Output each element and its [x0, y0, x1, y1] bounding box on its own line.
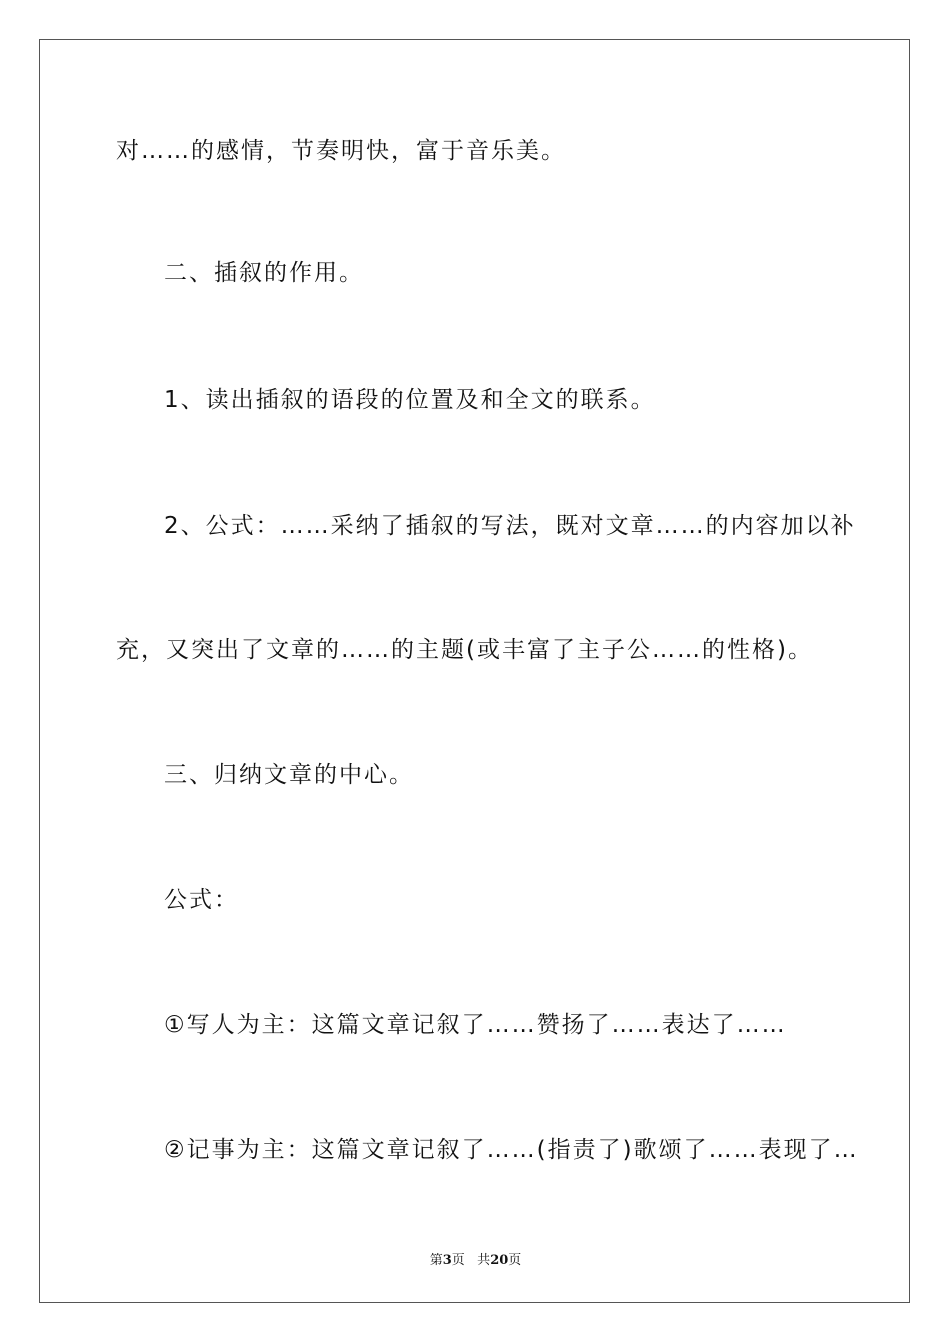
- text-line-1: 对……的感情，节奏明快，富于音乐美。: [116, 138, 566, 164]
- footer-page-number: 3: [442, 1253, 452, 1268]
- text-line-3: 1、读出插叙的语段的位置及和全文的联系。: [164, 387, 656, 413]
- page-frame: [39, 39, 910, 1303]
- text-line-8: ①写人为主：这篇文章记叙了……赞扬了……表达了……: [164, 1012, 787, 1038]
- section-heading-3: 三、归纳文章的中心。: [164, 762, 414, 788]
- text-line-5: 充，又突出了文章的……的主题(或丰富了主子公……的性格)。: [116, 637, 813, 663]
- text-line-7: 公式：: [164, 887, 239, 913]
- text-line-9: ②记事为主：这篇文章记叙了……(指责了)歌颂了……表现了…: [164, 1137, 859, 1163]
- section-heading-2: 二、插叙的作用。: [164, 260, 364, 286]
- footer-total-pages: 20: [490, 1253, 509, 1268]
- page-footer: [40, 1249, 911, 1268]
- footer-page-suffix: 页: [451, 1253, 465, 1268]
- text-line-4: 2、公式：……采纳了插叙的写法，既对文章……的内容加以补: [164, 513, 856, 539]
- footer-page-prefix: 第: [429, 1253, 443, 1268]
- footer-total-suffix: 页: [508, 1253, 522, 1268]
- footer-total-prefix: 共: [477, 1253, 491, 1268]
